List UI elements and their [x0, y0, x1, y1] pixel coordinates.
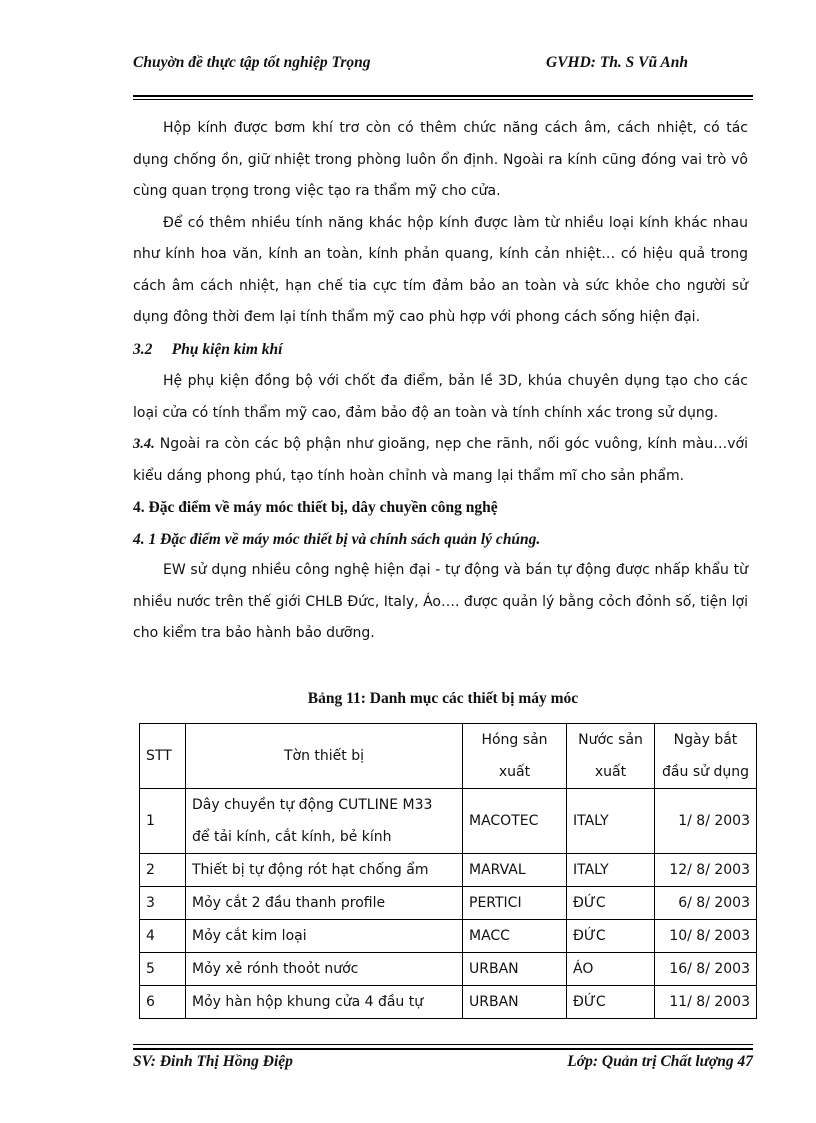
header-maker — [463, 724, 567, 789]
heading-3-2-number: 3.2 — [133, 340, 153, 358]
row-name: Mỏy hàn hộp khung cửa 4 đầu tự — [186, 986, 463, 1019]
row-name — [186, 789, 463, 854]
row-maker: URBAN — [463, 953, 567, 986]
row-name: Mỏy cắt 2 đầu thanh profile — [186, 887, 463, 920]
paragraph-1: Hộp kính được bơm khí trơ còn có thêm chức năng cách âm, cách nhiệt, có tác dụng chống ồn, giữ nhiệt trong phòng luôn ổn định. Ngoài ra kính cũng đóng vai trò vô cùng quan trọng trong việc tạo ra thẩm mỹ cho cửa. — [133, 120, 748, 199]
row-maker: MACC — [463, 920, 567, 953]
paragraph-5: EW sử dụng nhiều công nghệ hiện đại - tự động và bán tự động được nhấp khẩu từ nhiều nước trên thế giới CHLB Đức, Italy, Áo…. được quản lý bằng cỏch đỏnh số, tiện lợi cho kiểm tra bảo hành bảo dưỡng. — [133, 562, 748, 641]
header-maker-line1: Hóng sản — [481, 732, 548, 748]
row-date: 12/ 8/ 2003 — [655, 854, 757, 887]
row-maker: MARVAL — [463, 854, 567, 887]
row-name: Mỏy xẻ rónh thoỏt nước — [186, 953, 463, 986]
row-maker: MACOTEC — [463, 789, 567, 854]
header-right: GVHD: Th. S Vũ Anh — [546, 54, 688, 71]
header-date — [655, 724, 757, 789]
row-date: 11/ 8/ 2003 — [655, 986, 757, 1019]
row-maker: URBAN — [463, 986, 567, 1019]
footer-right: Lớp: Quản trị Chất lượng 47 — [567, 1053, 753, 1070]
header-date-line1: Ngày bắt — [673, 732, 738, 748]
row-stt: 1 — [140, 789, 186, 854]
row-maker: PERTICI — [463, 887, 567, 920]
document-body — [133, 113, 748, 650]
row-name: Mỏy cắt kim loại — [186, 920, 463, 953]
row-name-line2: để tải kính, cắt kính, bẻ kính — [192, 829, 392, 845]
row-country: ĐỨC — [567, 986, 655, 1019]
row-country: ITALY — [567, 789, 655, 854]
heading-4: 4. Đặc điểm về máy móc thiết bị, dây chuyền công nghệ — [133, 499, 498, 516]
header-country-line1: Nước sản — [578, 732, 643, 748]
table-caption: Bảng 11: Danh mục các thiết bị máy móc — [307, 690, 579, 707]
header-country — [567, 724, 655, 789]
table-row — [140, 986, 757, 1019]
footer-rule-thin — [133, 1044, 753, 1045]
row-stt: 5 — [140, 953, 186, 986]
row-date: 10/ 8/ 2003 — [655, 920, 757, 953]
table-row — [140, 854, 757, 887]
row-name: Thiết bị tự động rót hạt chống ẩm — [186, 854, 463, 887]
row-country: ĐỨC — [567, 920, 655, 953]
table-row — [140, 789, 757, 854]
row-stt: 3 — [140, 887, 186, 920]
heading-3-2 — [133, 334, 748, 367]
row-stt: 6 — [140, 986, 186, 1019]
paragraph-4 — [133, 429, 748, 492]
table-row — [140, 953, 757, 986]
row-country: ĐỨC — [567, 887, 655, 920]
row-name-line1: Dây chuyền tự động CUTLINE M33 — [192, 797, 433, 813]
header-rule-thick — [133, 95, 753, 97]
row-date: 16/ 8/ 2003 — [655, 953, 757, 986]
row-stt: 4 — [140, 920, 186, 953]
row-stt: 2 — [140, 854, 186, 887]
heading-4-1: 4. 1 Đặc điểm về máy móc thiết bị và chính sách quản lý chúng. — [133, 530, 541, 548]
paragraph-4-number: 3.4. — [133, 436, 155, 452]
heading-3-2-text: Phụ kiện kim khí — [171, 340, 283, 358]
paragraph-4-text: Ngoài ra còn các bộ phận như gioăng, nẹp che rãnh, nối góc vuông, kính màu…với kiểu dáng phong phú, tạo tính hoàn chỉnh và mang lại thẩm mĩ cho sản phẩm. — [133, 436, 749, 484]
table-row — [140, 920, 757, 953]
table-header-row — [140, 724, 757, 789]
header-maker-line2: xuất — [498, 764, 531, 780]
header-rule-thin — [133, 99, 753, 100]
row-country: ÁO — [567, 953, 655, 986]
header-left: Chuyờn đề thực tập tốt nghiệp Trọng — [133, 54, 371, 71]
row-date: 6/ 8/ 2003 — [655, 887, 757, 920]
paragraph-2: Để có thêm nhiều tính năng khác hộp kính được làm từ nhiều loại kính khác nhau như kính hoa văn, kính an toàn, kính phản quang, kính cản nhiệt… có hiệu quả trong cách âm cách nhiệt, hạn chế tia cực tím đảm bảo an toàn và sức khỏe cho người sử dụng đông thời đem lại tính thẩm mỹ cao phù hợp với phong cách sống hiện đại. — [133, 214, 748, 325]
row-date: 1/ 8/ 2003 — [655, 789, 757, 854]
row-country: ITALY — [567, 854, 655, 887]
footer-rule-thick — [133, 1048, 753, 1050]
header-date-line2: đầu sử dụng — [662, 764, 749, 780]
header-country-line2: xuất — [594, 764, 627, 780]
equipment-table — [139, 723, 757, 1019]
header-name: Tờn thiết bị — [186, 724, 463, 789]
header-stt: STT — [140, 724, 186, 789]
paragraph-3: Hệ phụ kiện đồng bộ với chốt đa điểm, bản lề 3D, khúa chuyên dụng tạo cho các loại cửa có tính thẩm mỹ cao, đảm bảo độ an toàn và tính chính xác trong sử dụng. — [133, 373, 748, 421]
table-row — [140, 887, 757, 920]
footer-left: SV: Đinh Thị Hồng Điệp — [133, 1053, 293, 1070]
